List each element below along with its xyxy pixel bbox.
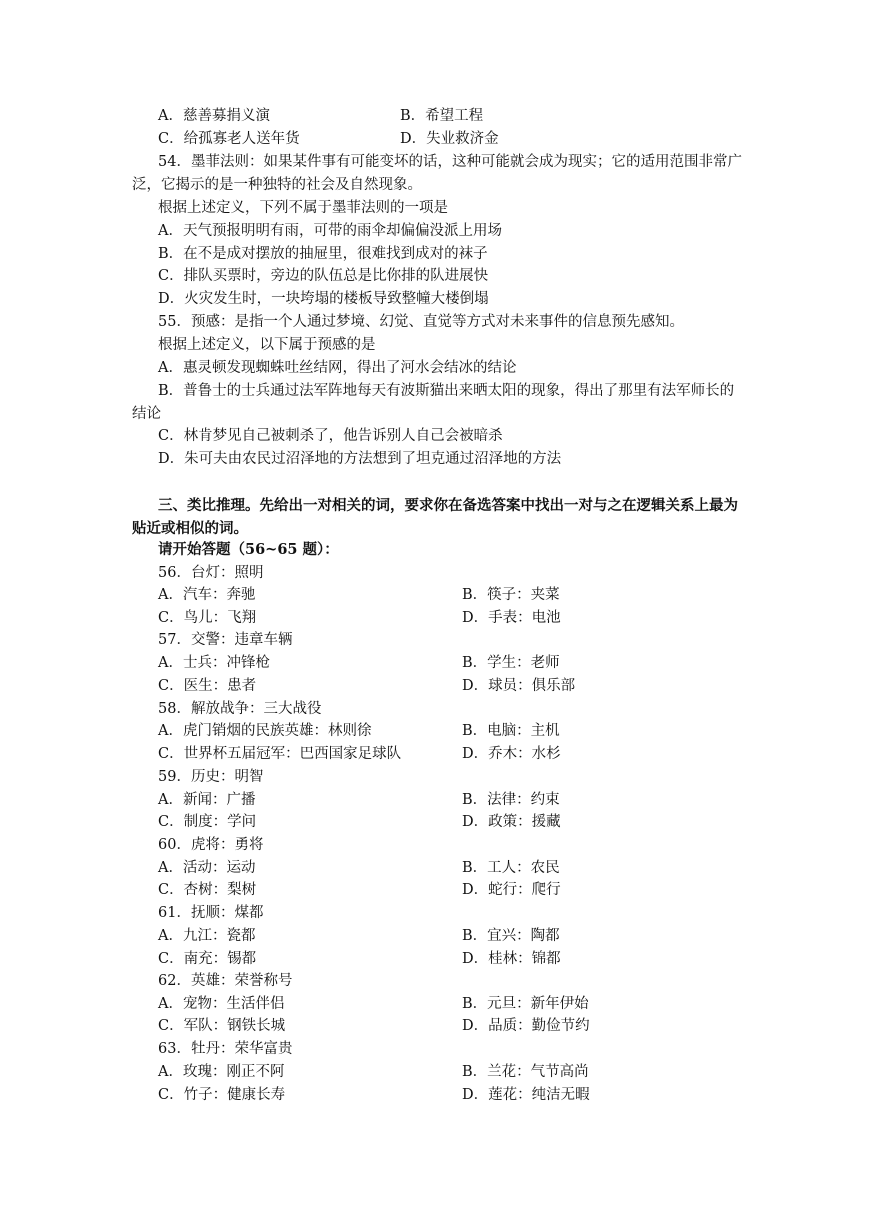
q57-option-d: D．球员：俱乐部: [462, 678, 576, 694]
q58-option-b: B．电脑：主机: [462, 723, 560, 739]
q54-prompt: 根据上述定义，下列不属于墨菲法则的一项是: [158, 200, 448, 216]
q59-option-a: A．新闻：广播: [158, 792, 256, 808]
q55-stem: 55．预感：是指一个人通过梦境、幻觉、直觉等方式对未来事件的信息预先感知。: [158, 314, 684, 330]
q60-stem: 60．虎将：勇将: [158, 837, 264, 853]
q54-option-c: C．排队买票时，旁边的队伍总是比你排的队进展快: [158, 268, 489, 284]
q53-option-a: A．慈善募捐义演: [158, 108, 270, 124]
q53-option-d: D．失业救济金: [400, 131, 499, 147]
q58-stem: 58．解放战争：三大战役: [158, 701, 322, 717]
q62-option-c: C．军队：钢铁长城: [158, 1018, 286, 1034]
q60-option-a: A．活动：运动: [158, 860, 256, 876]
q61-stem: 61．抚顺：煤都: [158, 905, 264, 921]
q55-prompt: 根据上述定义，以下属于预感的是: [158, 337, 376, 353]
q54-option-a: A．天气预报明明有雨，可带的雨伞却偏偏没派上用场: [158, 223, 502, 239]
q58-option-c: C．世界杯五届冠军：巴西国家足球队: [158, 746, 402, 762]
section-3-start: 请开始答题（56~65 题）：: [158, 541, 339, 558]
q60-option-d: D．蛇行：爬行: [462, 882, 561, 898]
q56-option-a: A．汽车：奔驰: [158, 587, 256, 603]
q53-option-c: C．给孤寡老人送年货: [158, 131, 300, 147]
q56-option-b: B．筷子：夹菜: [462, 587, 560, 603]
q57-option-b: B．学生：老师: [462, 655, 560, 671]
q59-stem: 59．历史：明智: [158, 769, 264, 785]
q56-option-d: D．手表：电池: [462, 610, 561, 626]
q58-option-a: A．虎门销烟的民族英雄：林则徐: [158, 723, 372, 739]
q55-option-b: B．普鲁士的士兵通过法军阵地每天有波斯猫出来晒太阳的现象，得出了那里有法军师长的结论: [132, 383, 735, 422]
q55-option-c: C．林肯梦见自己被刺杀了，他告诉别人自己会被暗杀: [158, 428, 503, 444]
q62-stem: 62．英雄：荣誉称号: [158, 973, 293, 989]
q62-option-d: D．品质：勤俭节约: [462, 1018, 590, 1034]
q63-option-b: B．兰花：气节高尚: [462, 1064, 589, 1080]
q60-option-b: B．工人：农民: [462, 860, 560, 876]
q60-option-c: C．杏树：梨树: [158, 882, 257, 898]
q61-option-b: B．宜兴：陶都: [462, 928, 560, 944]
q61-option-c: C．南充：锡都: [158, 951, 257, 967]
q62-option-a: A．宠物：生活伴侣: [158, 996, 285, 1012]
q56-option-c: C．鸟儿：飞翔: [158, 610, 257, 626]
q58-option-d: D．乔木：水杉: [462, 746, 561, 762]
q63-option-c: C．竹子：健康长寿: [158, 1087, 286, 1103]
q62-option-b: B．元旦：新年伊始: [462, 996, 589, 1012]
q56-stem: 56．台灯：照明: [158, 565, 264, 581]
q53-option-b: B．希望工程: [400, 108, 484, 124]
q54-stem: 54．墨菲法则：如果某件事有可能变坏的话，这种可能就会成为现实；它的适用范围非常广泛，它揭示的是一种独特的社会及自然现象。: [132, 154, 742, 193]
q57-stem: 57．交警：违章车辆: [158, 632, 293, 648]
q54-option-b: B．在不是成对摆放的抽屉里，很难找到成对的袜子: [158, 246, 488, 262]
q55-option-a: A．惠灵顿发现蜘蛛吐丝结网，得出了河水会结冰的结论: [158, 360, 517, 376]
q63-stem: 63．牡丹：荣华富贵: [158, 1041, 293, 1057]
section-3-heading: 三、类比推理。先给出一对相关的词，要求你在备选答案中找出一对与之在逻辑关系上最为贴近或相似的词。: [132, 497, 738, 537]
q63-option-d: D．莲花：纯洁无暇: [462, 1087, 590, 1103]
q57-option-a: A．士兵：冲锋枪: [158, 655, 270, 671]
q61-option-d: D．桂林：锦都: [462, 951, 561, 967]
q54-option-d: D．火灾发生时，一块垮塌的楼板导致整幢大楼倒塌: [158, 291, 489, 307]
q59-option-d: D．政策：援藏: [462, 814, 561, 830]
q61-option-a: A．九江：瓷都: [158, 928, 256, 944]
q59-option-b: B．法律：约束: [462, 792, 560, 808]
q57-option-c: C．医生：患者: [158, 678, 257, 694]
q63-option-a: A．玫瑰：刚正不阿: [158, 1064, 285, 1080]
q59-option-c: C．制度：学问: [158, 814, 257, 830]
q55-option-d: D．朱可夫由农民过沼泽地的方法想到了坦克通过沼泽地的方法: [158, 451, 562, 467]
